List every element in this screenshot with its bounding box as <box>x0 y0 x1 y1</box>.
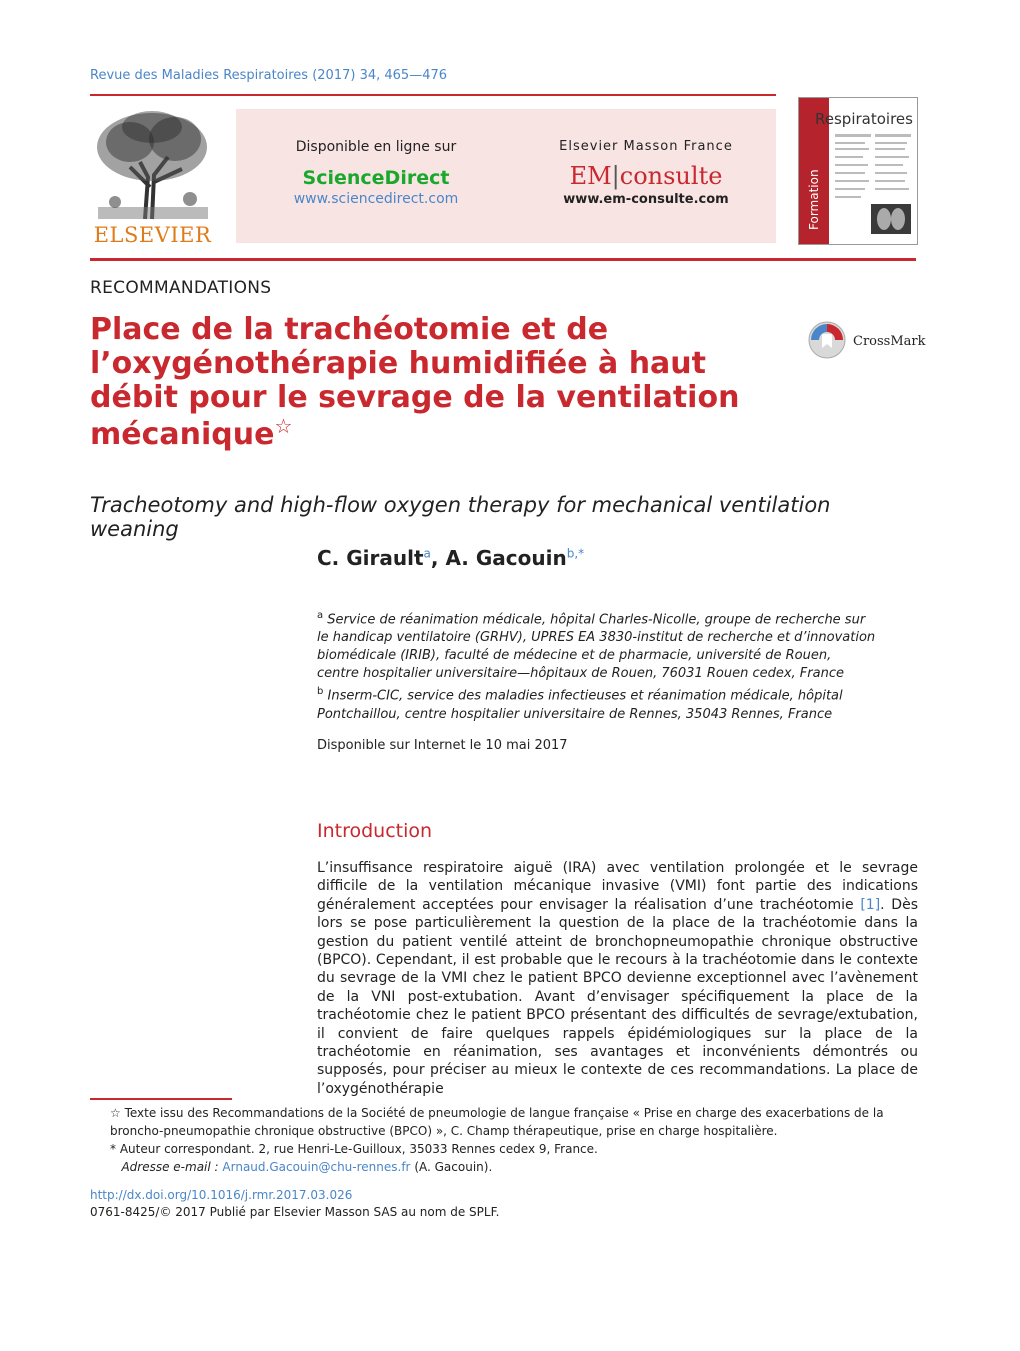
crossmark-label: CrossMark <box>853 334 926 349</box>
copyright-line: 0761-8425/© 2017 Publié par Elsevier Masson SAS au nom de SPLF. <box>90 1205 500 1219</box>
sciencedirect-logo[interactable]: ScienceDirect <box>302 167 450 189</box>
footnote-email <box>90 1158 918 1176</box>
footnote-corresponding <box>90 1140 918 1158</box>
doi-link[interactable]: http://dx.doi.org/10.1016/j.rmr.2017.03.026 <box>90 1188 353 1202</box>
cover-contents-icon <box>835 134 913 240</box>
intro-text: L’insuffisance respiratoire aiguë (IRA) avec ventilation prolongée et le sevrage difficile de la ventilation mécanique invasive (VMI) font partie des indications généralement acceptées pour envisager la réalisation d’une trachéotomie <box>317 860 918 913</box>
availability-banner <box>236 109 776 243</box>
author-affil-link[interactable]: b,* <box>566 546 585 561</box>
intro-text-cont: . Dès lors se pose particulièrement la question de la place de la trachéotomie dans la gestion du patient ventilé atteint de bronchopneumopathie chronique obstructive (BPCO). Cependant, il est probable que le recours à la trachéotomie dans le contexte du sevrage de la VMI chez le patient BPCO devienne exceptionnel avec l’avènement de la VNI post-extubation. Avant d’envisager spécifiquement la place de la trachéotomie chez le patient BPCO présentant des difficultés de sevrage/extubation, il convient de faire quelques rappels épidémiologiques sur la place de la trachéotomie en réanimation, ses avantages et inconvénients démontrés ou supposés, pour préciser au mieux le contexte de ces recommandations. La place de l’oxygénothérapie <box>317 896 918 1097</box>
article-title-text: Place de la trachéotomie et de l’oxygénothérapie humidifiée à haut débit pour le sevrage de la ventilation mécanique <box>90 312 740 452</box>
affiliation-label: a <box>317 610 324 621</box>
em-publisher-label: Elsevier Masson France <box>559 139 733 154</box>
em-logo-em: EM <box>569 162 612 190</box>
cover-side-label: Formation <box>807 169 821 230</box>
author-list: C. Girault$^a$, A. Gacouin$^{b,*}$ <box>317 546 585 570</box>
email-link[interactable]: Arnaud.Gacouin@chu-rennes.fr <box>222 1160 411 1174</box>
footnote-corr-text: Auteur correspondant. 2, rue Henri-Le-Guilloux, 35033 Rennes cedex 9, France. <box>119 1142 598 1156</box>
footnotes <box>90 1104 918 1176</box>
emconsulte-logo[interactable]: EM|consulte <box>569 162 723 190</box>
footnote-star-mark: ☆ <box>110 1106 121 1120</box>
affiliation-text: Inserm-CIC, service des maladies infectieuses et réanimation médicale, hôpital Pontchaillou, centre hospitalier universitaire de Rennes, 35043 Rennes, France <box>317 688 843 722</box>
available-online-label: Disponible en ligne sur <box>295 139 457 155</box>
intro-paragraph <box>317 859 918 1098</box>
affiliation-a <box>317 607 877 683</box>
elsevier-wordmark: ELSEVIER <box>93 223 212 247</box>
elsevier-logo <box>90 107 215 247</box>
footnote-divider <box>90 1098 232 1100</box>
affiliation-label: b <box>317 686 324 698</box>
affiliation-text: Service de réanimation médicale, hôpital Charles-Nicolle, groupe de recherche sur le handicap ventilatoire (GRHV), UPRES EA 3830-institut de recherche et d’innovation biomédicale (IRIB), faculté de médecine et de pharmacie, université de Rouen, centre hospitalier universitaire—hôpitaux de Rouen, 76031 Rouen cedex, France <box>317 612 876 682</box>
footnote-star <box>90 1104 918 1140</box>
crossmark-icon <box>807 320 847 360</box>
email-label: Adresse e-mail : <box>121 1160 219 1174</box>
email-after: (A. Gacouin). <box>414 1160 493 1174</box>
journal-reference[interactable]: Revue des Maladies Respiratoires (2017) 34, 465—476 <box>90 68 448 83</box>
english-title: Tracheotomy and high-flow oxygen therapy for mechanical ventilation weaning <box>90 493 831 541</box>
affiliation-b <box>317 683 877 723</box>
article-section: RECOMMANDATIONS <box>90 278 272 298</box>
footnote-star-text: Texte issu des Recommandations de la Société de pneumologie de langue française « Prise en charge des exacerbations de la broncho-pneumopathie chronique obstructive (BPCO) », C. Champ thérapeutique, prise en charge hospitalière. <box>110 1106 884 1138</box>
title-footnote-star[interactable]: ☆ <box>274 413 293 438</box>
em-logo-consulte: consulte <box>619 162 723 190</box>
cover-title: Respiratoires <box>815 110 913 128</box>
section-divider <box>90 258 916 261</box>
author-affil-link[interactable]: a <box>423 546 431 561</box>
article-title <box>90 313 770 452</box>
author-name[interactable]: A. Gacouin <box>445 546 567 570</box>
elsevier-tree-icon <box>90 107 215 222</box>
available-date: Disponible sur Internet le 10 mai 2017 <box>317 738 568 753</box>
citation-link[interactable]: [1] <box>860 896 881 913</box>
footnote-corr-mark: * <box>110 1142 116 1156</box>
sciencedirect-block <box>256 139 496 207</box>
top-divider <box>90 94 776 96</box>
emconsulte-block <box>526 139 766 207</box>
journal-cover[interactable] <box>798 97 918 245</box>
intro-heading: Introduction <box>317 820 433 842</box>
affiliations <box>317 607 877 724</box>
emconsulte-link[interactable]: www.em-consulte.com <box>563 192 729 207</box>
author-name[interactable]: C. Girault <box>317 546 424 570</box>
crossmark-badge[interactable] <box>807 320 926 365</box>
sciencedirect-link[interactable]: www.sciencedirect.com <box>293 191 459 207</box>
